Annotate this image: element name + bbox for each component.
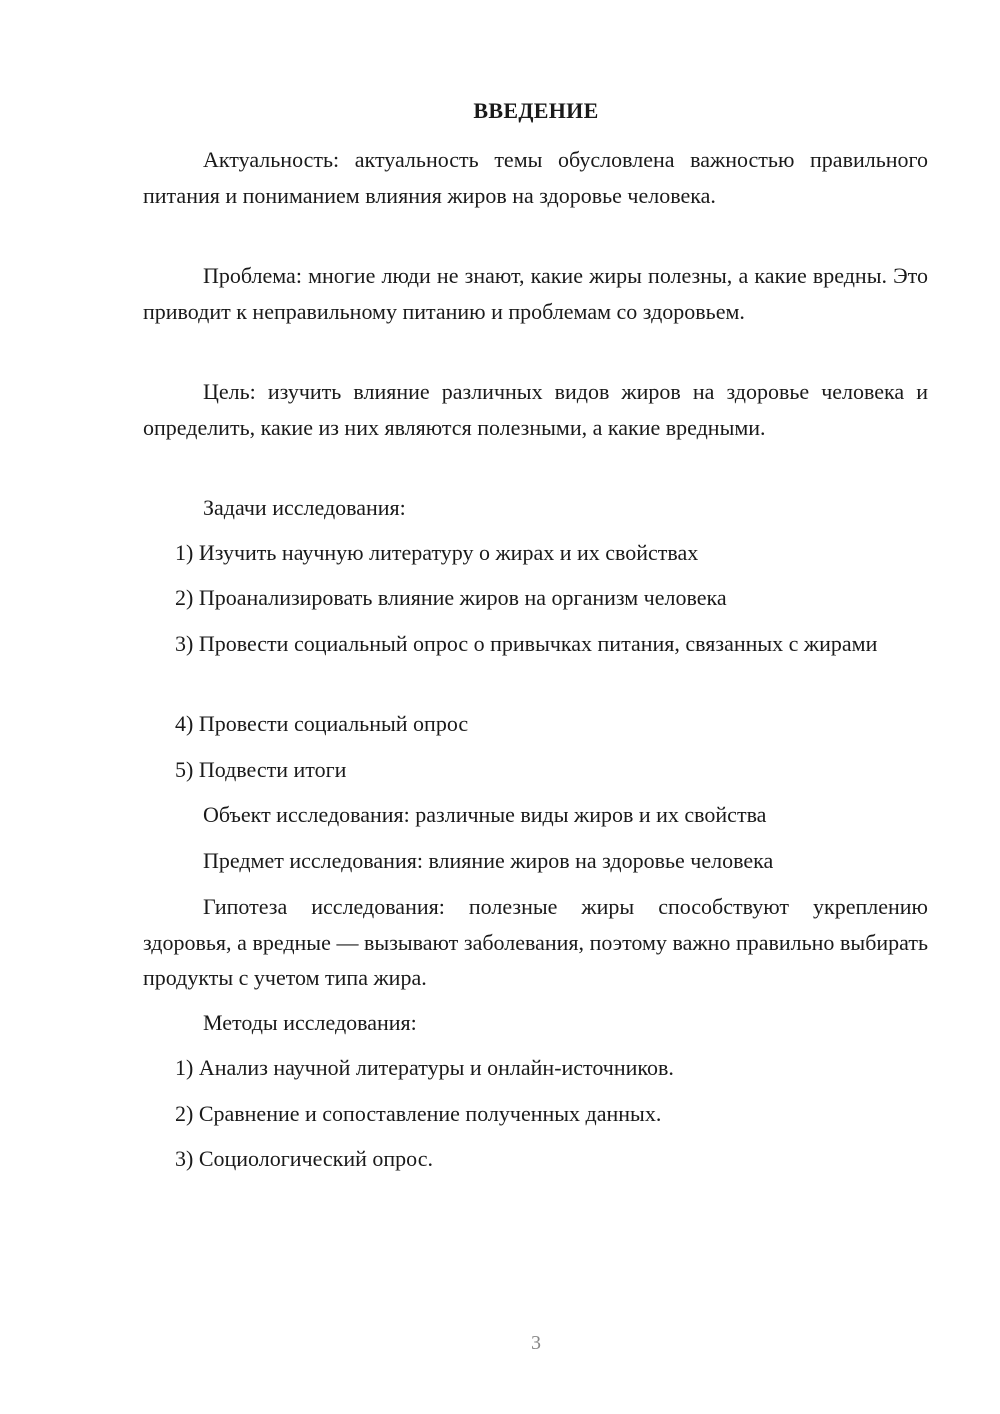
task-item: 3) Провести социальный опрос о привычках питания, связанных с жирами <box>175 631 878 656</box>
object-paragraph: Объект исследования: различные виды жиров и их свойства <box>203 802 767 827</box>
method-item: 3) Социологический опрос. <box>175 1146 433 1171</box>
problem-paragraph: Проблема: многие люди не знают, какие жиры полезны, а какие вредны. Это приводит к неправильному питанию и проблемам со здоровьем. <box>143 263 928 324</box>
method-item: 1) Анализ научной литературы и онлайн-источников. <box>175 1055 674 1080</box>
goal-paragraph: Цель: изучить влияние различных видов жиров на здоровье человека и определить, какие из них являются полезными, а какие вредными. <box>143 379 928 440</box>
subject-paragraph: Предмет исследования: влияние жиров на здоровье человека <box>203 848 774 873</box>
task-item: 2) Проанализировать влияние жиров на организм человека <box>175 585 727 610</box>
method-item: 2) Сравнение и сопоставление полученных данных. <box>175 1101 662 1126</box>
methods-heading: Методы исследования: <box>203 1010 417 1035</box>
hypothesis-paragraph: Гипотеза исследования: полезные жиры способствуют укреплению здоровья, а вредные — вызывают заболевания, поэтому важно правильно выбирать продукты с учетом типа жира. <box>143 894 928 990</box>
task-item: 4) Провести социальный опрос <box>175 711 469 736</box>
task-item: 5) Подвести итоги <box>175 757 347 782</box>
page-number: 3 <box>531 1332 541 1354</box>
tasks-heading: Задачи исследования: <box>203 495 406 520</box>
task-item: 1) Изучить научную литературу о жирах и их свойствах <box>175 540 699 565</box>
relevance-paragraph: Актуальность: актуальность темы обусловлена важностью правильного питания и пониманием влияния жиров на здоровье человека. <box>143 147 928 208</box>
section-heading: ВВЕДЕНИЕ <box>473 98 599 123</box>
